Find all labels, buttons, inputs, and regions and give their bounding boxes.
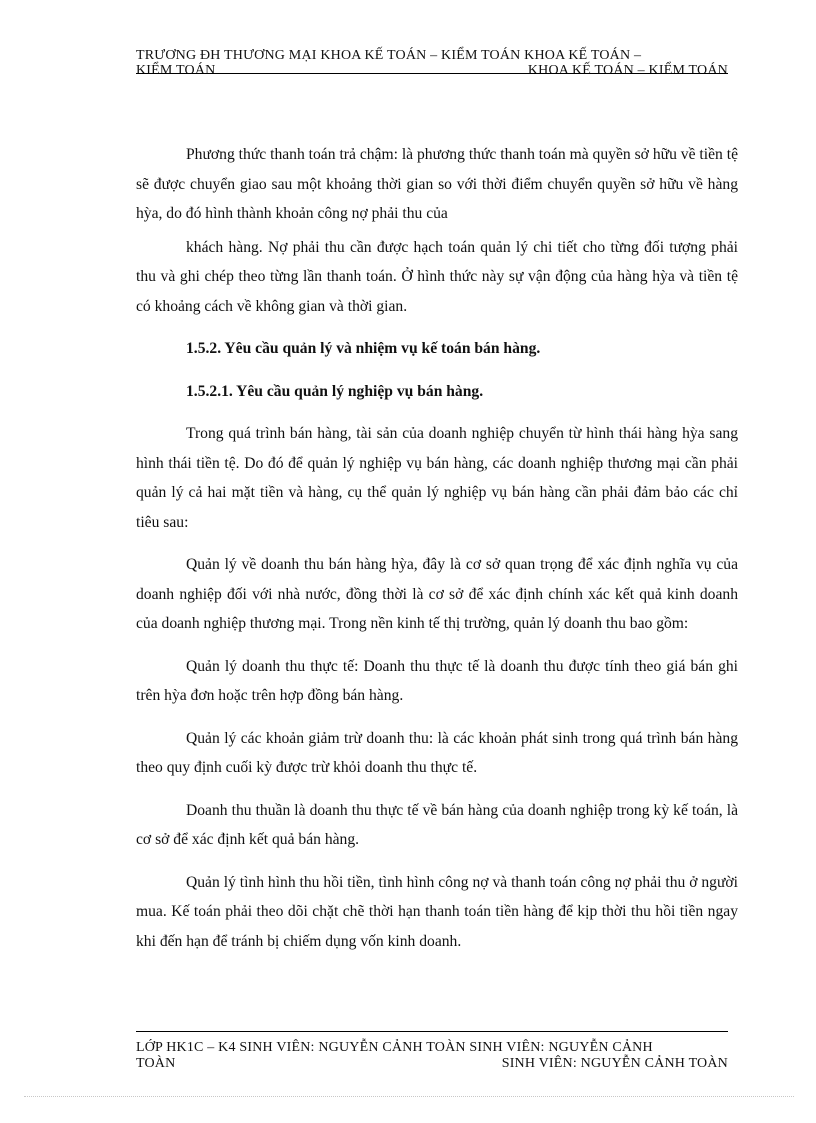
- header-text-2-left: KIỂM TOÁN: [136, 63, 216, 78]
- section-heading-1-5-2: 1.5.2. Yêu cầu quản lý và nhiệm vụ kế toán bán hàng.: [186, 340, 541, 357]
- paragraph-sales-process: Trong quá trình bán hàng, tài sản của doanh nghiệp chuyển từ hình thái hàng hỳa sang hình thái tiền tệ. Do đó để quản lý nghiệp vụ bán hàng, các doanh nghiệp thương mại cần phải quản lý cả hai mặt tiền và hàng, cụ thể quản lý nghiệp vụ bán hàng cần phải đảm bảo các chỉ tiêu sau:: [136, 425, 738, 531]
- paragraph-revenue-management: Quản lý về doanh thu bán hàng hỳa, đây là cơ sở quan trọng để xác định nghĩa vụ của doanh nghiệp đối với nhà nước, đồng thời là cơ sở để xác định chính xác kết quả kinh doanh của doanh nghiệp thương mại. Trong nền kinh tế thị trường, quản lý doanh thu bao gồm:: [136, 556, 738, 632]
- page-footer: [136, 1040, 728, 1072]
- paragraph-revenue-deductions: Quản lý các khoản giảm trừ doanh thu: là các khoản phát sinh trong quá trình bán hàng theo quy định cuối kỳ được trừ khỏi doanh thu thực tế.: [136, 729, 738, 776]
- footer-divider: [136, 1031, 728, 1032]
- body-content: [136, 140, 738, 969]
- header-line-2: [136, 63, 728, 78]
- footer-line-2: [136, 1056, 728, 1072]
- paragraph-receivables: khách hàng. Nợ phải thu cần được hạch toán quản lý chi tiết cho từng đối tượng phải thu và ghi chép theo từng lần thanh toán. Ở hình thức này sự vận động của hàng hỳa và tiền tệ có khoảng cách về không gian và thời gian.: [136, 238, 738, 315]
- paragraph-net-revenue: Doanh thu thuần là doanh thu thực tế về bán hàng của doanh nghiệp trong kỳ kế toán, là cơ sở để xác định kết quả bán hàng.: [136, 801, 738, 848]
- page-bottom-dotted-line: [24, 1096, 794, 1097]
- paragraph-debt-collection: Quản lý tình hình thu hồi tiền, tình hình công nợ và thanh toán công nợ phải thu ở người mua. Kế toán phải theo dõi chặt chẽ thời hạn thanh toán tiền hàng để kịp thời thu hồi tiền ngay khi đến hạn để tránh bị chiếm dụng vốn kinh doanh.: [136, 873, 738, 950]
- paragraph-actual-revenue: Quản lý doanh thu thực tế: Doanh thu thực tế là doanh thu được tính theo giá bán ghi trên hỳa đơn hoặc trên hợp đồng bán hàng.: [136, 657, 738, 704]
- footer-line-1: [136, 1040, 728, 1056]
- paragraph-payment-deferred: Phương thức thanh toán trả chậm: là phương thức thanh toán mà quyền sở hữu về tiền tệ sẽ được chuyển giao sau một khoảng thời gian so với thời điểm chuyển quyền sở hữu về hàng hỳa, do đó hình thành khoản công nợ phải thu của: [136, 146, 738, 222]
- footer-text-1: LỚP HK1C – K4 SINH VIÊN: NGUYỄN CẢNH TOÀN SINH VIÊN: NGUYỄN CẢNH: [136, 1040, 653, 1055]
- footer-text-2-right: SINH VIÊN: NGUYỄN CẢNH TOÀN: [501, 1056, 728, 1071]
- footer-text-2-left: TOÀN: [136, 1056, 176, 1071]
- header-divider: [136, 73, 728, 74]
- header-text-2-right: KHOA KẾ TOÁN – KIỂM TOÁN: [527, 63, 728, 78]
- header-line-1: [136, 48, 728, 63]
- header-text-1: TRƯƠNG ĐH THƯƠNG MẠI KHOA KẾ TOÁN – KIỂM TOÁN KHOA KẾ TOÁN –: [136, 48, 642, 63]
- section-heading-1-5-2-1: 1.5.2.1. Yêu cầu quản lý nghiệp vụ bán hàng.: [186, 382, 484, 400]
